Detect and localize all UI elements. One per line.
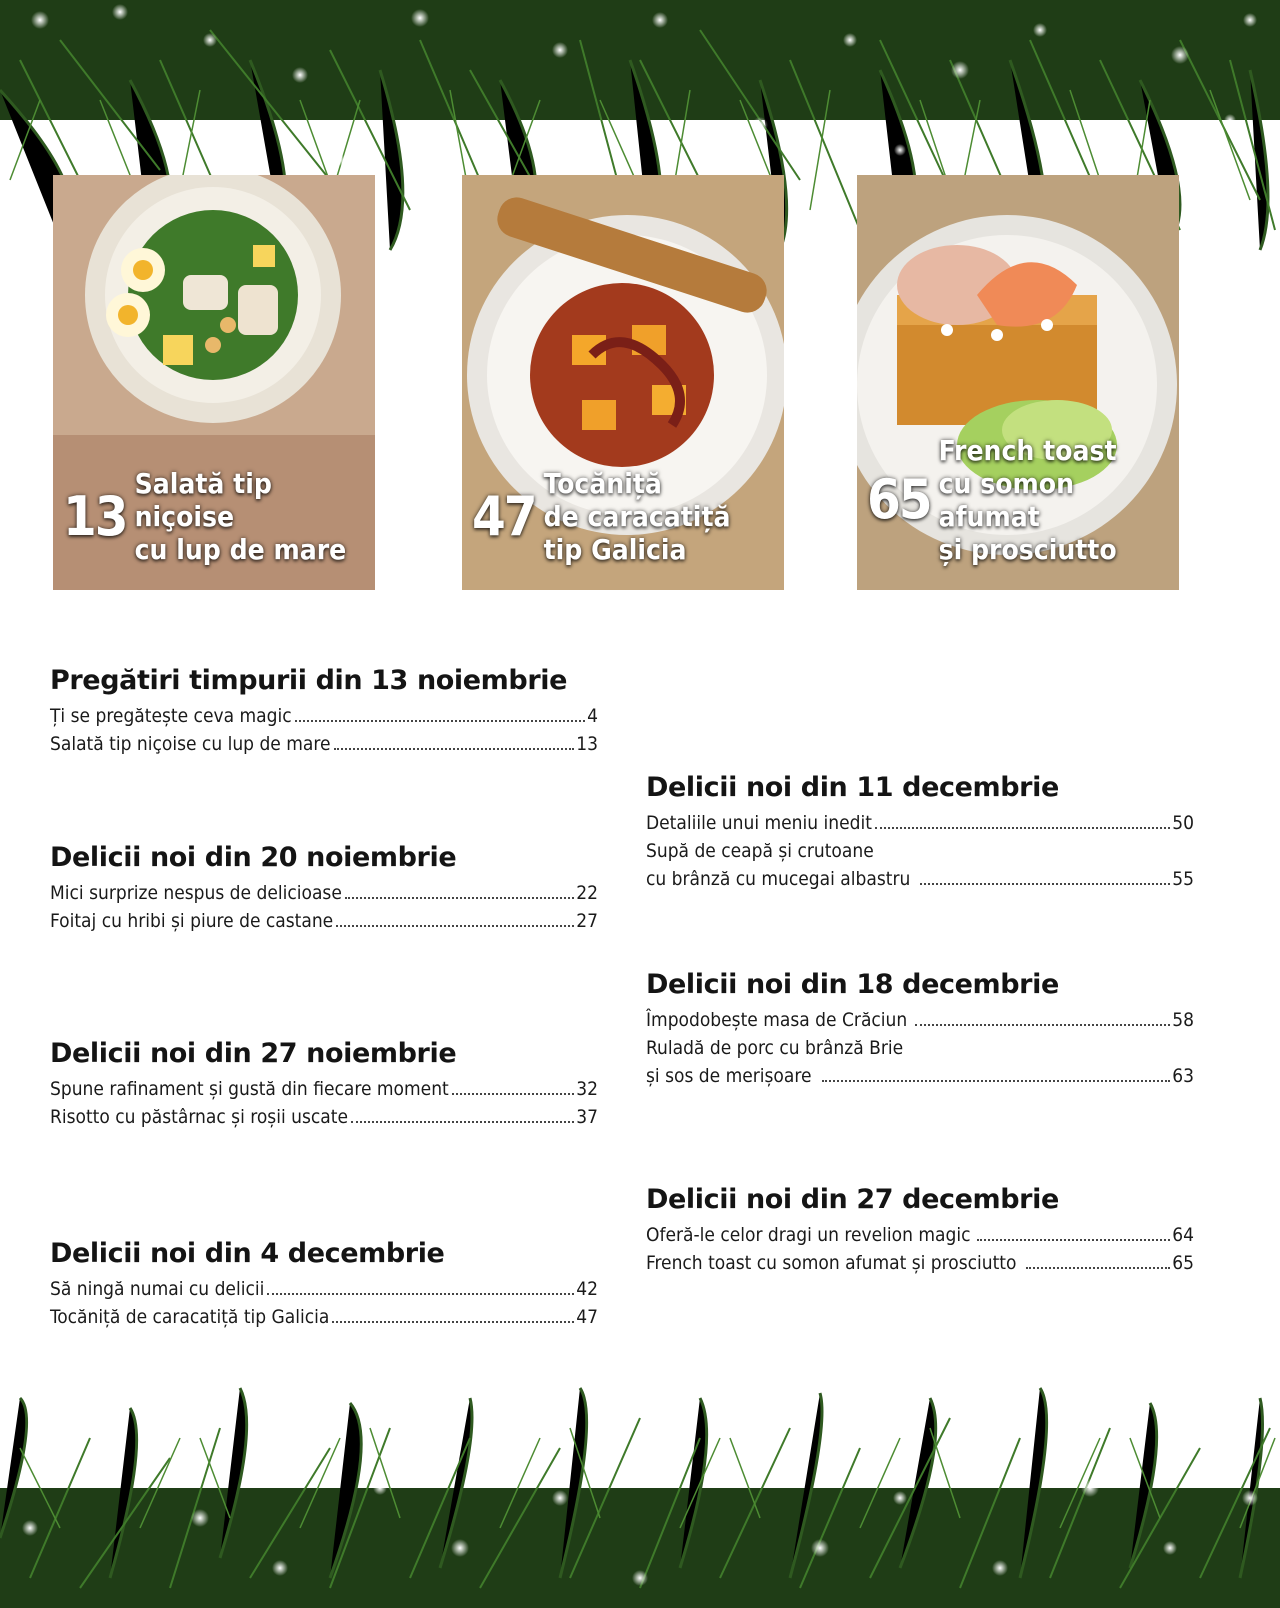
leader-dots	[334, 748, 575, 750]
entry-label: Spune rafinament și gustă din fiecare moment	[50, 1078, 449, 1100]
entry-label: Tocăniță de caracatiță tip Galicia	[50, 1306, 330, 1328]
toc-section	[646, 969, 1194, 1090]
leader-dots	[336, 925, 574, 927]
toc-entry[interactable]	[646, 1221, 1194, 1249]
entry-page: 58	[1172, 1009, 1194, 1031]
leader-dots	[452, 1093, 575, 1095]
toc-entry[interactable]	[50, 1275, 598, 1303]
recipe-card-salad[interactable]	[53, 175, 375, 590]
toc-entry[interactable]	[646, 1249, 1194, 1277]
entry-page: 63	[1172, 1065, 1194, 1087]
leader-dots	[332, 1321, 574, 1323]
entry-page: 27	[576, 910, 598, 932]
entry-page: 32	[576, 1078, 598, 1100]
toc-entry[interactable]	[50, 702, 598, 730]
leader-dots	[822, 1080, 1171, 1082]
card-caption	[63, 467, 369, 566]
entry-label: Salată tip niçoise cu lup de mare	[50, 733, 331, 755]
toc-entry[interactable]	[646, 1006, 1194, 1034]
section-heading: Delicii noi din 20 noiembrie	[50, 842, 457, 873]
entry-label-line1[interactable]: Supă de ceapă și crutoane	[646, 840, 874, 862]
toc-section	[50, 1238, 598, 1331]
recipe-card-french-toast[interactable]	[857, 175, 1179, 590]
toc-entry[interactable]	[50, 879, 598, 907]
entry-label: Să ningă numai cu delicii	[50, 1278, 265, 1300]
leader-dots	[875, 827, 1170, 829]
entry-label: French toast cu somon afumat și prosciutto	[646, 1252, 1017, 1274]
card-title: French toast cu somon afumat și prosciutto	[938, 434, 1117, 566]
section-heading: Delicii noi din 18 decembrie	[646, 969, 1059, 1000]
entry-page: 65	[1172, 1252, 1194, 1274]
entry-label: Mici surprize nespus de delicioase	[50, 882, 342, 904]
entry-page: 37	[576, 1106, 598, 1128]
entry-label: Împodobește masa de Crăciun	[646, 1009, 908, 1031]
card-title: Salată tip niçoise cu lup de mare	[134, 467, 347, 566]
card-caption	[867, 434, 1173, 566]
entry-page: 42	[576, 1278, 598, 1300]
entry-page: 13	[576, 733, 598, 755]
leader-dots	[345, 897, 574, 899]
toc-section	[646, 1184, 1194, 1277]
entry-page: 55	[1172, 868, 1194, 890]
leader-dots	[351, 1121, 574, 1123]
entry-page: 50	[1172, 812, 1194, 834]
section-heading: Delicii noi din 27 decembrie	[646, 1184, 1059, 1215]
entry-label: Detaliile unui meniu inedit	[646, 812, 872, 834]
toc-entry[interactable]	[50, 1075, 598, 1103]
section-heading: Delicii noi din 11 decembrie	[646, 772, 1059, 803]
toc-entry[interactable]	[50, 907, 598, 935]
entry-page: 4	[587, 705, 598, 727]
toc-entry[interactable]	[646, 865, 1194, 893]
leader-dots	[267, 1293, 574, 1295]
toc-section	[50, 1038, 598, 1131]
card-title: Tocăniță de caracatiță tip Galicia	[543, 467, 731, 566]
pine-garland-bottom	[0, 1378, 1280, 1608]
leader-dots	[915, 1024, 1170, 1026]
recipe-card-octopus[interactable]	[462, 175, 784, 590]
entry-label: Oferă-le celor dragi un revelion magic	[646, 1224, 971, 1246]
toc-entry[interactable]	[50, 1103, 598, 1131]
entry-label: Ți se pregătește ceva magic	[50, 705, 292, 727]
leader-dots	[977, 1239, 1171, 1241]
entry-page: 22	[576, 882, 598, 904]
toc-section	[50, 842, 598, 935]
leader-dots	[920, 883, 1170, 885]
section-heading: Pregătiri timpurii din 13 noiembrie	[50, 665, 568, 696]
entry-label: și sos de merișoare	[646, 1065, 812, 1087]
entry-label: cu brânză cu mucegai albastru	[646, 868, 911, 890]
entry-page: 64	[1172, 1224, 1194, 1246]
toc-entry[interactable]	[646, 1062, 1194, 1090]
entry-label: Risotto cu păstârnac și roșii uscate	[50, 1106, 348, 1128]
card-caption	[472, 467, 778, 566]
section-heading: Delicii noi din 4 decembrie	[50, 1238, 445, 1269]
card-page-number: 47	[472, 484, 536, 548]
card-page-number: 13	[63, 484, 127, 548]
card-page-number: 65	[867, 468, 931, 531]
toc-section	[50, 665, 598, 758]
entry-label-line1[interactable]: Ruladă de porc cu brânză Brie	[646, 1037, 904, 1059]
leader-dots	[1026, 1267, 1170, 1269]
section-heading: Delicii noi din 27 noiembrie	[50, 1038, 457, 1069]
toc-section	[646, 772, 1194, 893]
toc-entry[interactable]	[50, 1303, 598, 1331]
leader-dots	[295, 720, 586, 722]
toc-entry[interactable]	[646, 809, 1194, 837]
toc-entry[interactable]	[50, 730, 598, 758]
entry-label: Foitaj cu hribi și piure de castane	[50, 910, 334, 932]
entry-page: 47	[576, 1306, 598, 1328]
